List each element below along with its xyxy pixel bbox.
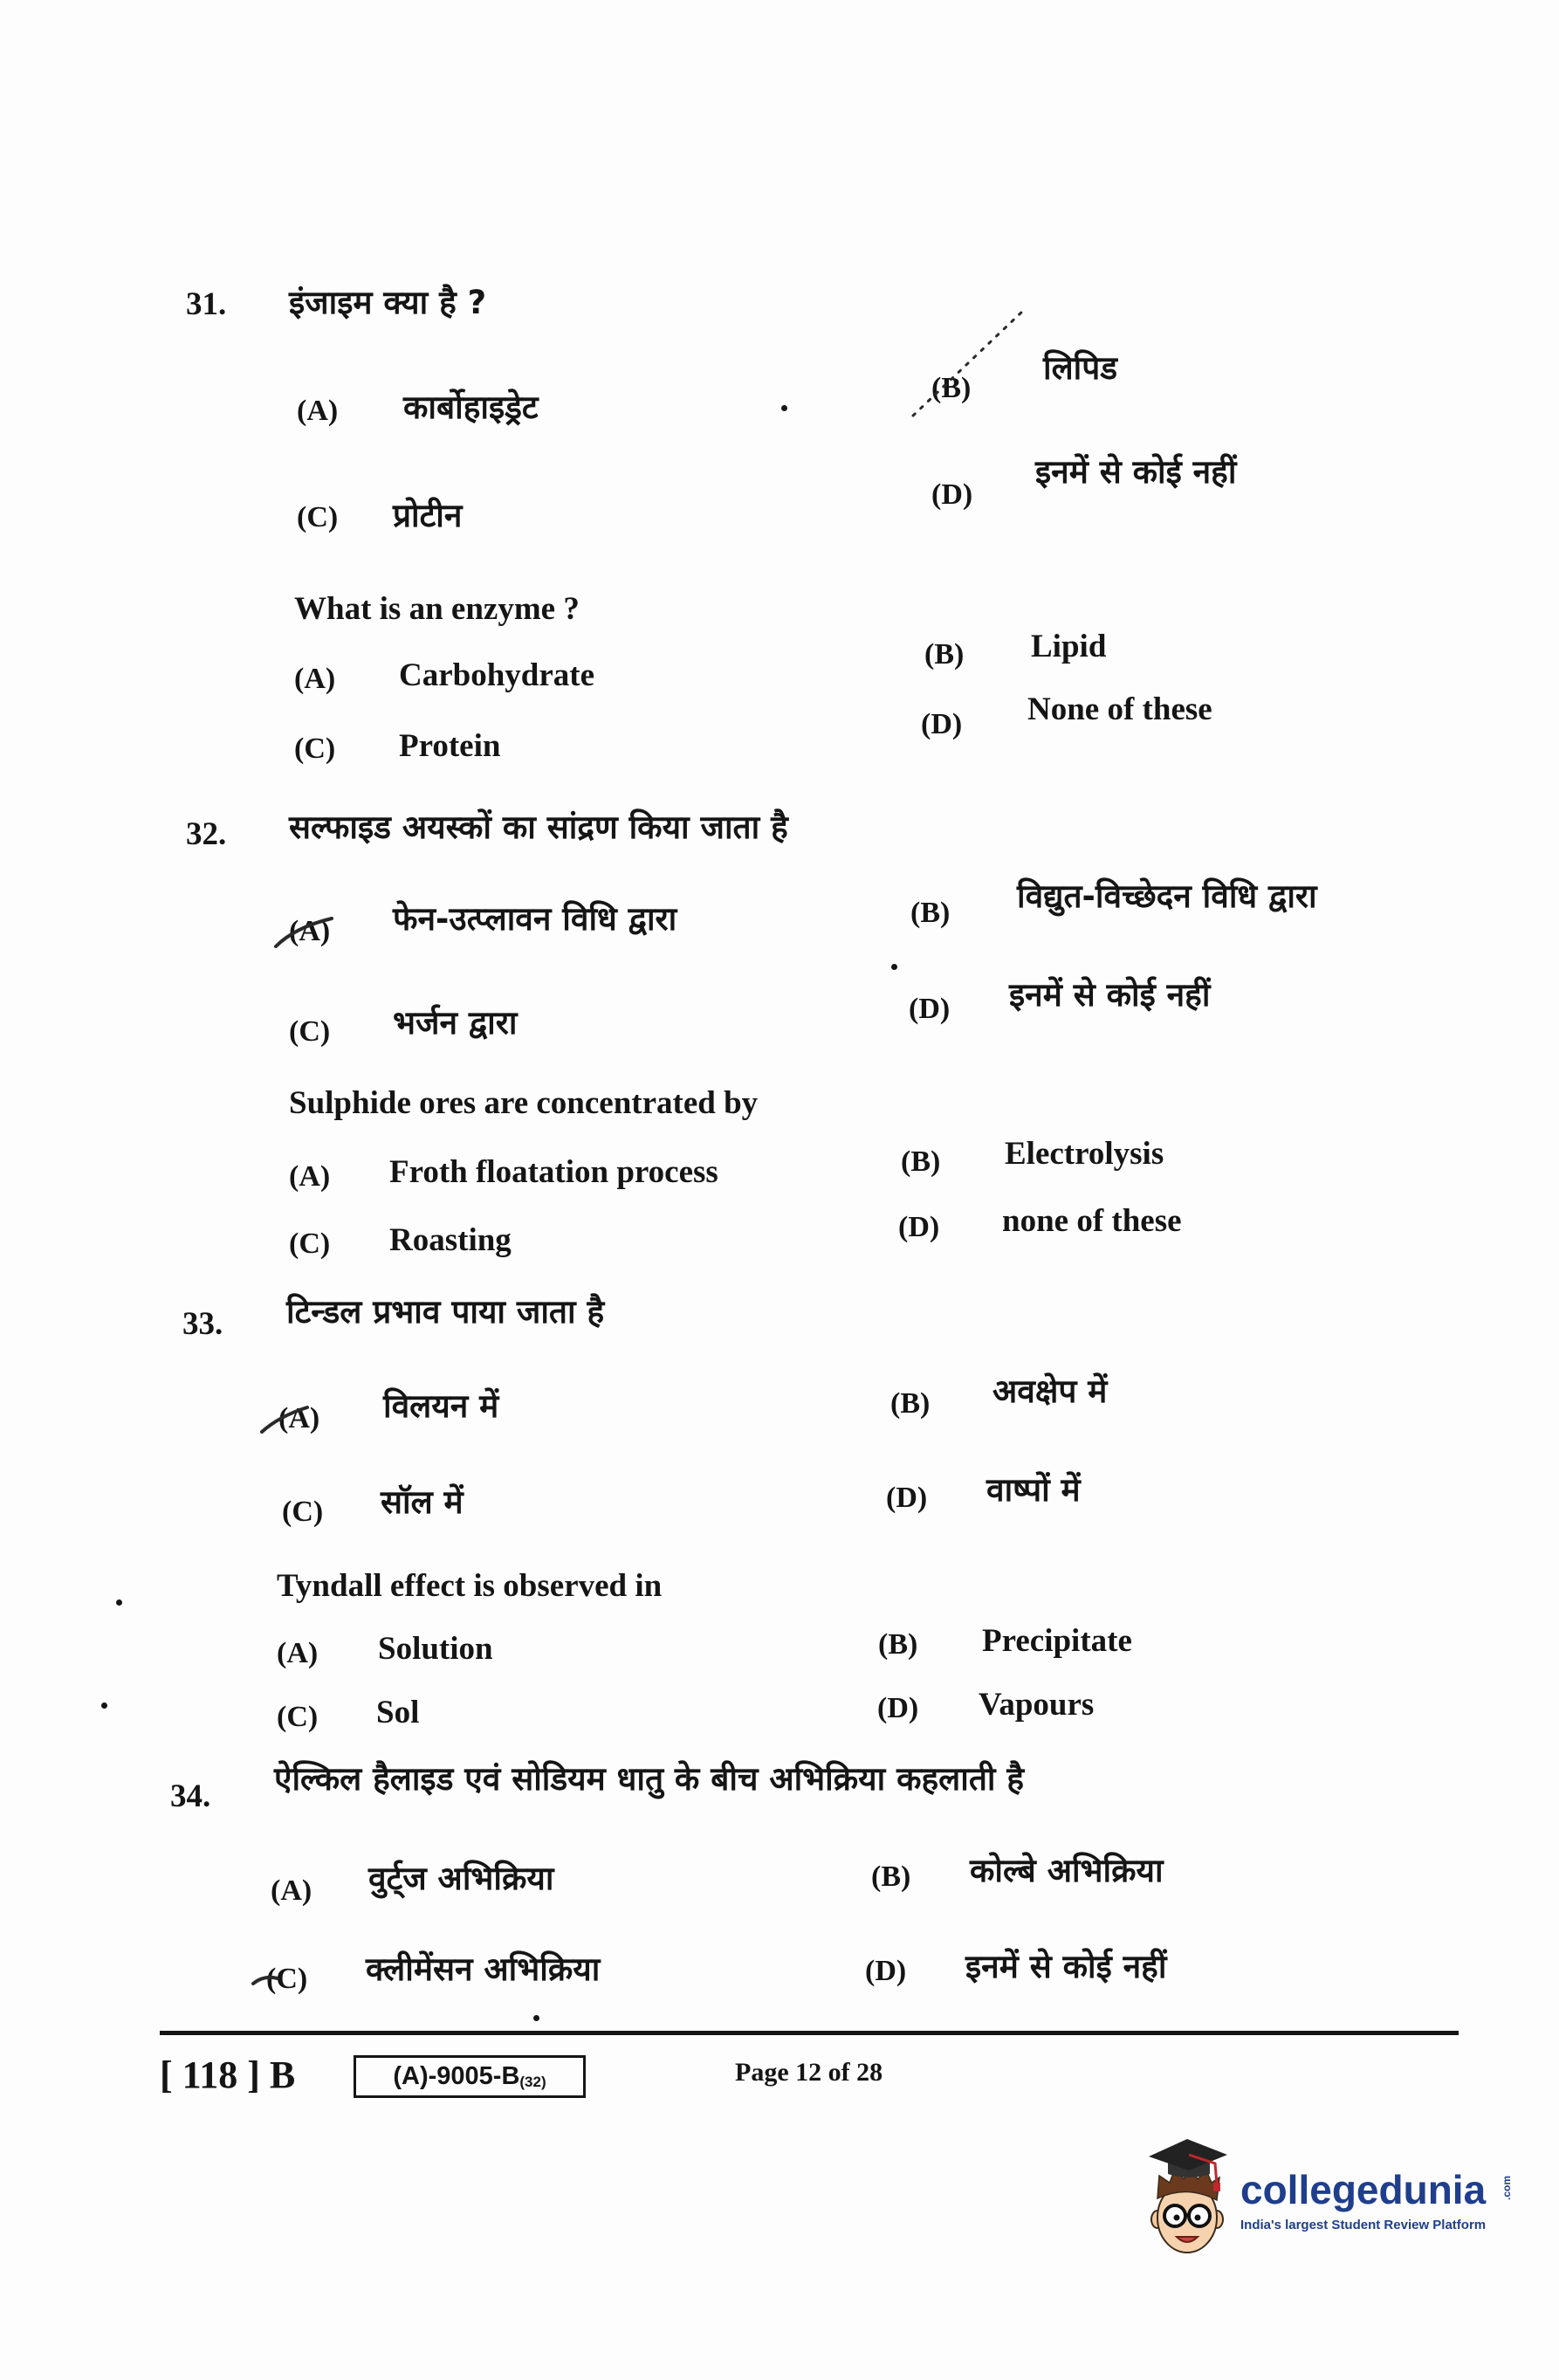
scan-dot — [781, 405, 787, 411]
option-text: फेन-उत्प्लावन विधि द्वारा — [393, 900, 677, 938]
page-number: Page 12 of 28 — [735, 2058, 883, 2087]
paper-code-box — [354, 2055, 586, 2098]
option-label: (C) — [282, 1496, 324, 1528]
scan-dot — [891, 964, 897, 970]
option-label: (B) — [871, 1861, 911, 1893]
question-text-english: What is an enzyme ? — [294, 591, 580, 627]
option-label: (D) — [909, 993, 951, 1025]
option-label: (D) — [921, 708, 963, 740]
option-text: Vapours — [979, 1687, 1095, 1723]
option-text: Solution — [378, 1631, 493, 1667]
option-text: लिपिड — [1043, 349, 1118, 387]
option-text: विद्युत-विच्छेदन विधि द्वारा — [1017, 877, 1317, 915]
option-label: (C) — [297, 501, 339, 533]
option-text: विलयन में — [383, 1387, 499, 1425]
question-text-english: Sulphide ores are concentrated by — [289, 1085, 759, 1121]
option-label: (C) — [277, 1701, 319, 1733]
option-text: none of these — [1002, 1203, 1182, 1239]
option-label: (B) — [910, 897, 951, 929]
option-label: (D) — [877, 1692, 919, 1724]
paper-code: (A)-9005-B — [393, 2062, 520, 2090]
question-text-hindi: टिन्डल प्रभाव पाया जाता है — [286, 1293, 605, 1331]
option-text: सॉल में — [381, 1483, 464, 1521]
paper-code-suffix: (32) — [519, 2073, 546, 2090]
option-label: (A) — [277, 1637, 319, 1669]
option-label: (D) — [898, 1211, 940, 1243]
scan-dot — [101, 1702, 107, 1709]
option-text: कोल्बे अभिक्रिया — [970, 1852, 1164, 1889]
option-text: None of these — [1027, 691, 1212, 727]
question-number: 32. — [186, 816, 227, 852]
option-text: Carbohydrate — [399, 657, 595, 693]
option-text: Sol — [376, 1695, 420, 1730]
scan-dot — [116, 1599, 122, 1606]
option-text: भर्जन द्वारा — [393, 1004, 518, 1042]
option-label: (B) — [890, 1387, 931, 1420]
option-label: (C) — [294, 733, 336, 765]
graduate-mascot-icon — [1135, 2130, 1240, 2270]
option-text: अवक्षेप में — [992, 1372, 1108, 1410]
option-label: (A) — [271, 1874, 312, 1907]
option-label: (B) — [924, 638, 965, 671]
option-text: इनमें से कोई नहीं — [965, 1948, 1167, 1985]
option-label: (A) — [289, 1160, 331, 1193]
question-text-hindi: ऐल्किल हैलाइड एवं सोडियम धातु के बीच अभिक्रिया कहलाती है — [274, 1760, 1025, 1798]
option-text: इनमें से कोई नहीं — [1009, 976, 1211, 1014]
option-text: Protein — [399, 728, 501, 764]
brand-domain: .com — [1501, 2175, 1514, 2201]
option-label: (C) — [266, 1963, 308, 1995]
question-text-hindi: सल्फाइड अयस्कों का सांद्रण किया जाता है — [289, 808, 788, 846]
option-label: (C) — [289, 1015, 331, 1048]
question-number: 33. — [182, 1306, 223, 1342]
question-text-hindi: इंजाइम क्या है ? — [289, 284, 487, 321]
question-number: 34. — [170, 1778, 211, 1814]
option-text: Froth floatation process — [389, 1154, 718, 1190]
option-text: कार्बोहाइड्रेट — [403, 389, 539, 426]
option-text: क्लीमेंसन अभिक्रिया — [366, 1950, 601, 1988]
option-label: (A) — [297, 395, 339, 427]
question-text-english: Tyndall effect is observed in — [277, 1568, 663, 1604]
option-label: (A) — [289, 915, 331, 947]
option-text: Lipid — [1031, 629, 1107, 664]
option-label: (A) — [294, 663, 336, 695]
option-label: (D) — [886, 1482, 928, 1514]
option-label: (D) — [865, 1955, 907, 1987]
option-text: वाष्पों में — [986, 1471, 1081, 1509]
booklet-code: [ 118 ] B — [160, 2053, 296, 2096]
option-label: (A) — [278, 1402, 320, 1434]
scan-dot — [533, 2015, 539, 2021]
option-text: Roasting — [389, 1222, 512, 1258]
brand-name: collegedunia — [1240, 2167, 1487, 2212]
option-label: (B) — [878, 1628, 918, 1661]
option-label: (B) — [931, 372, 972, 404]
option-label: (B) — [901, 1145, 941, 1178]
option-label: (D) — [931, 478, 973, 511]
brand-tagline: India's largest Student Review Platform — [1240, 2218, 1487, 2232]
option-text: वुर्ट्ज अभिक्रिया — [368, 1860, 554, 1897]
option-text: प्रोटीन — [393, 497, 463, 534]
option-text: इनमें से कोई नहीं — [1035, 453, 1237, 491]
footer-rule — [160, 2031, 1459, 2035]
option-label: (C) — [289, 1228, 331, 1260]
question-number: 31. — [186, 286, 227, 322]
option-text: Electrolysis — [1005, 1136, 1164, 1172]
option-text: Precipitate — [982, 1623, 1132, 1659]
